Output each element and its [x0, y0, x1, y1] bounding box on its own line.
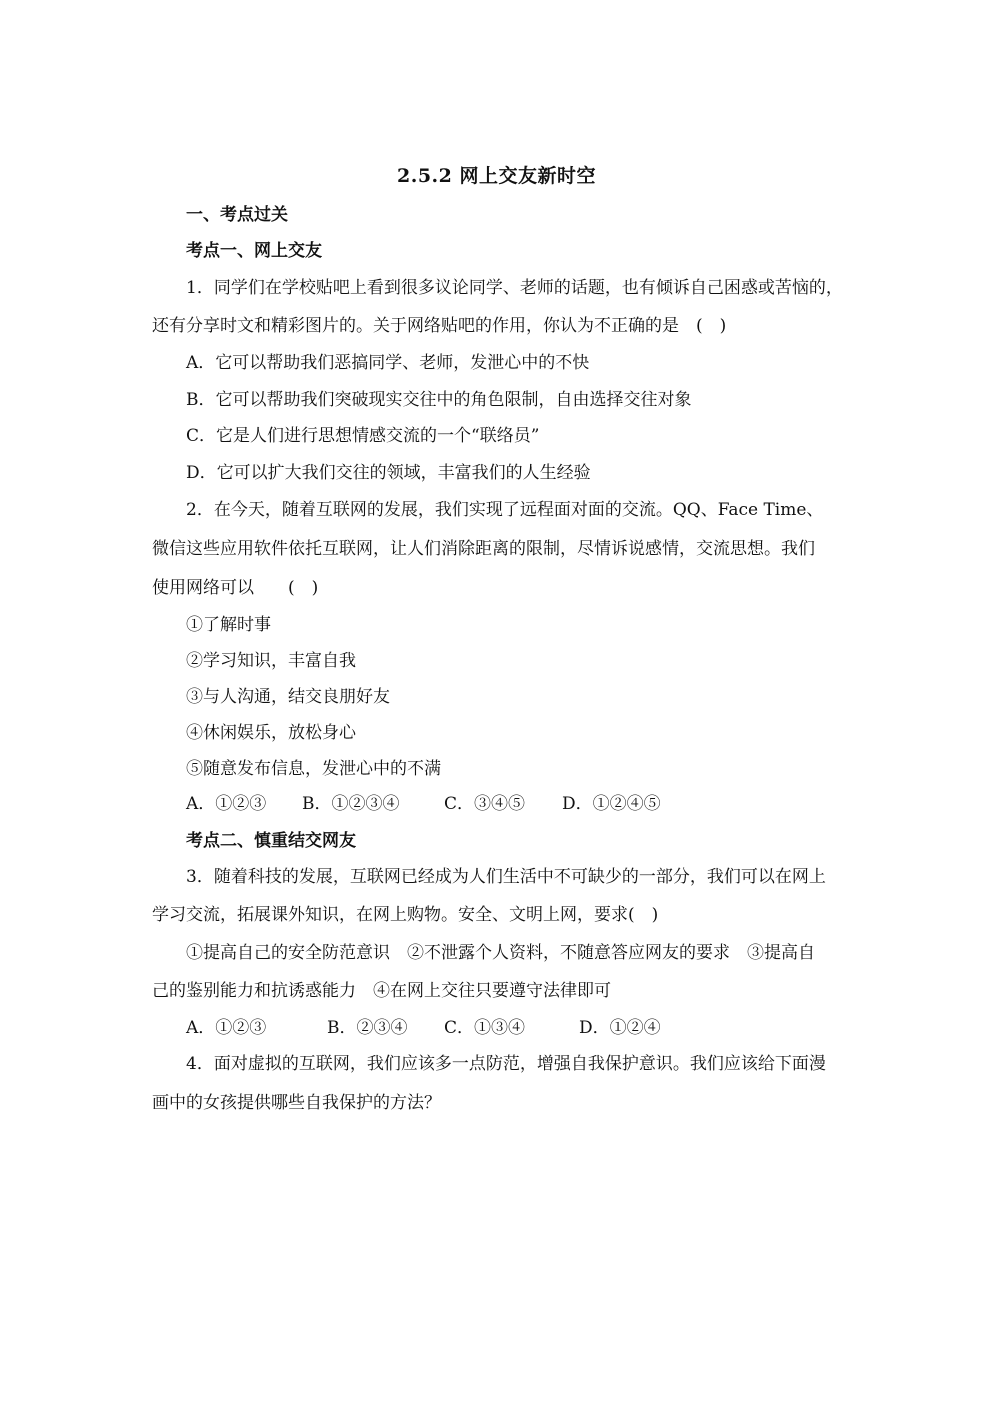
q1-option-b: B．它可以帮助我们突破现实交往中的角色限制，自由选择交往对象 — [186, 390, 692, 410]
page-title: 2.5.2 网上交友新时空 — [396, 165, 596, 187]
q4-stem-line2: 画中的女孩提供哪些自我保护的方法？ — [152, 1093, 441, 1113]
q3-stem-line4: 己的鉴别能力和抗诱惑能力 ④在网上交往只要遵守法律即可 — [152, 981, 611, 1001]
q3-choice-a: A．①②③ — [186, 1018, 267, 1038]
topic-heading-2: 考点二、慎重结交网友 — [186, 831, 356, 851]
q3-choice-b: B．②③④ — [327, 1018, 408, 1038]
q3-choices — [186, 1017, 661, 1039]
q2-choices — [186, 793, 661, 815]
q4-stem-line1: 4．面对虚拟的互联网，我们应该多一点防范，增强自我保护意识。我们应该给下面漫 — [186, 1054, 826, 1074]
q2-stem-line2: 微信这些应用软件依托互联网，让人们消除距离的限制，尽情诉说感情，交流思想。我们 — [152, 539, 815, 559]
q2-choice-c: C．③④⑤ — [444, 794, 526, 814]
q2-item-5: ⑤随意发布信息，发泄心中的不满 — [186, 759, 441, 779]
q2-choice-a: A．①②③ — [186, 794, 267, 814]
q3-stem-line1: 3．随着科技的发展，互联网已经成为人们生活中不可缺少的一部分，我们可以在网上 — [186, 867, 826, 887]
section-heading: 一、考点过关 — [186, 205, 288, 225]
q2-item-1: ①了解时事 — [186, 615, 271, 635]
q3-stem-line3: ①提高自己的安全防范意识 ②不泄露个人资料，不随意答应网友的要求 ③提高自 — [186, 943, 815, 963]
q1-option-d: D．它可以扩大我们交往的领域，丰富我们的人生经验 — [186, 463, 591, 483]
q3-choice-c: C．①③④ — [444, 1018, 526, 1038]
q1-option-a: A．它可以帮助我们恶搞同学、老师，发泄心中的不快 — [186, 353, 590, 373]
q3-choice-d: D．①②④ — [579, 1018, 661, 1038]
q1-option-c: C．它是人们进行思想情感交流的一个“联络员” — [186, 426, 540, 446]
q2-stem-line3: 使用网络可以 ( ) — [152, 578, 319, 598]
q2-item-4: ④休闲娱乐，放松身心 — [186, 723, 356, 743]
q2-choice-d: D．①②④⑤ — [562, 794, 661, 814]
q2-stem-line1: 2．在今天，随着互联网的发展，我们实现了远程面对面的交流。QQ、Face Time、 — [186, 500, 824, 520]
q3-stem-line2: 学习交流，拓展课外知识，在网上购物。安全、文明上网，要求( ) — [152, 905, 659, 925]
q2-item-2: ②学习知识，丰富自我 — [186, 651, 356, 671]
topic-heading-1: 考点一、网上交友 — [186, 241, 322, 261]
q1-stem-line2: 还有分享时文和精彩图片的。关于网络贴吧的作用，你认为不正确的是 ( ) — [152, 316, 727, 336]
q2-choice-b: B．①②③④ — [302, 794, 400, 814]
q1-stem-line1: 1．同学们在学校贴吧上看到很多议论同学、老师的话题，也有倾诉自己困惑或苦恼的， — [186, 278, 843, 298]
q2-item-3: ③与人沟通，结交良朋好友 — [186, 687, 390, 707]
